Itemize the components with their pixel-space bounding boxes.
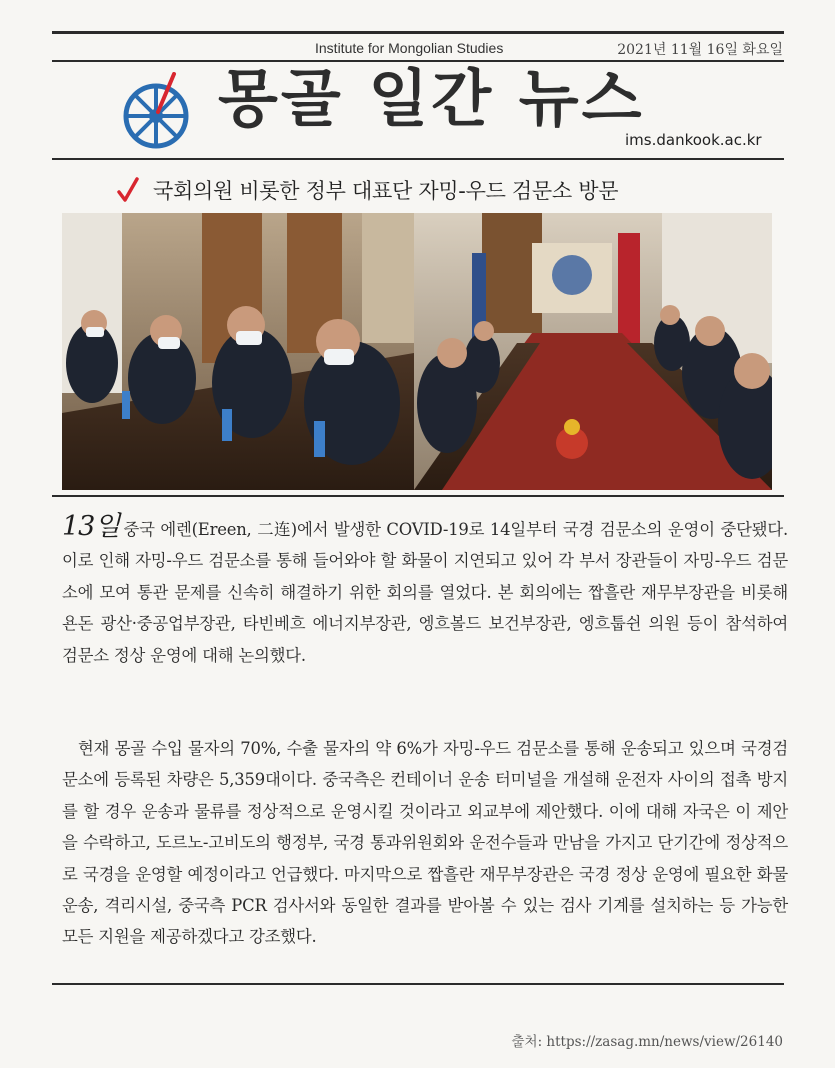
headline-row	[117, 172, 618, 208]
masthead-rule	[52, 158, 784, 160]
source-citation[interactable]: 출처: https://zasag.mn/news/view/26140	[511, 1034, 783, 1050]
photo-rule	[52, 495, 784, 497]
article-paragraph-2: 현재 몽골 수입 물자의 70%, 수출 물자의 약 6%가 자밍-우드 검문소를 통해 운송되고 있으며 국경검문소에 등록된 차량은 5,359대이다. 중국측은 컨테이너 운송 터미널을 개설해 운전자 사이의 접촉 방지를 할 경우 운송과 물류를 정상적으로 운영시킬 것이라고 외교부에 제안했다. 이에 대해 자국은 이 제안을 수락하고, 도르노-고비도의 행정부, 국경 통과위원회와 운전수들과 만남을 가지고 단기간에 정상적으로 국경을 운영할 예정이라고 언급했다. 마지막으로 짭흘란 재무부장관은 국경 정상 운영에 필요한 화물 운송, 격리시설, 중국측 PCR 검사서와 동일한 결과를 받아볼 수 있는 검사 기계를 설치하는 등 가능한 모든 지원을 제공하겠다고 강조했다.	[62, 739, 788, 947]
footer-rule	[52, 983, 784, 985]
wheel-logo-icon	[118, 72, 198, 152]
institute-name: Institute for Mongolian Studies	[315, 40, 504, 56]
article-paragraph-1: 13일 중국 에렌(Ereen, 二连)에서 발생한 COVID-19로 14일부터 국경 검문소의 운영이 중단됐다. 이로 인해 자밍-우드 검문소를 통해 들어와야 할 화물이 지연되고 있어 각 부서 장관들이 자밍-우드 검문소에 모여 통관 문제를 신속히 해결하기 위한 회의를 열었다. 본 회의에는 짭흘란 재무부장관을 비롯해 욘돈 광산·중공업부장관, 타빈베흐 에너지부장관, 엥흐볼드 보건부장관, 엥흐툽쉰 의원 등이 참석하여 검문소 정상 운영에 대해 논의했다.	[62, 511, 788, 665]
top-rule	[52, 31, 784, 34]
meeting-photo	[62, 213, 772, 490]
site-url[interactable]: ims.dankook.ac.kr	[625, 131, 762, 149]
issue-date: 2021년 11월 16일 화요일	[617, 42, 783, 58]
masthead-title: 몽골 일간 뉴스	[218, 62, 645, 135]
article-day: 13일	[62, 511, 120, 542]
article-headline: 국회의원 비롯한 정부 대표단 자밍-우드 검문소 방문	[153, 179, 619, 203]
check-mark-icon	[117, 177, 139, 203]
